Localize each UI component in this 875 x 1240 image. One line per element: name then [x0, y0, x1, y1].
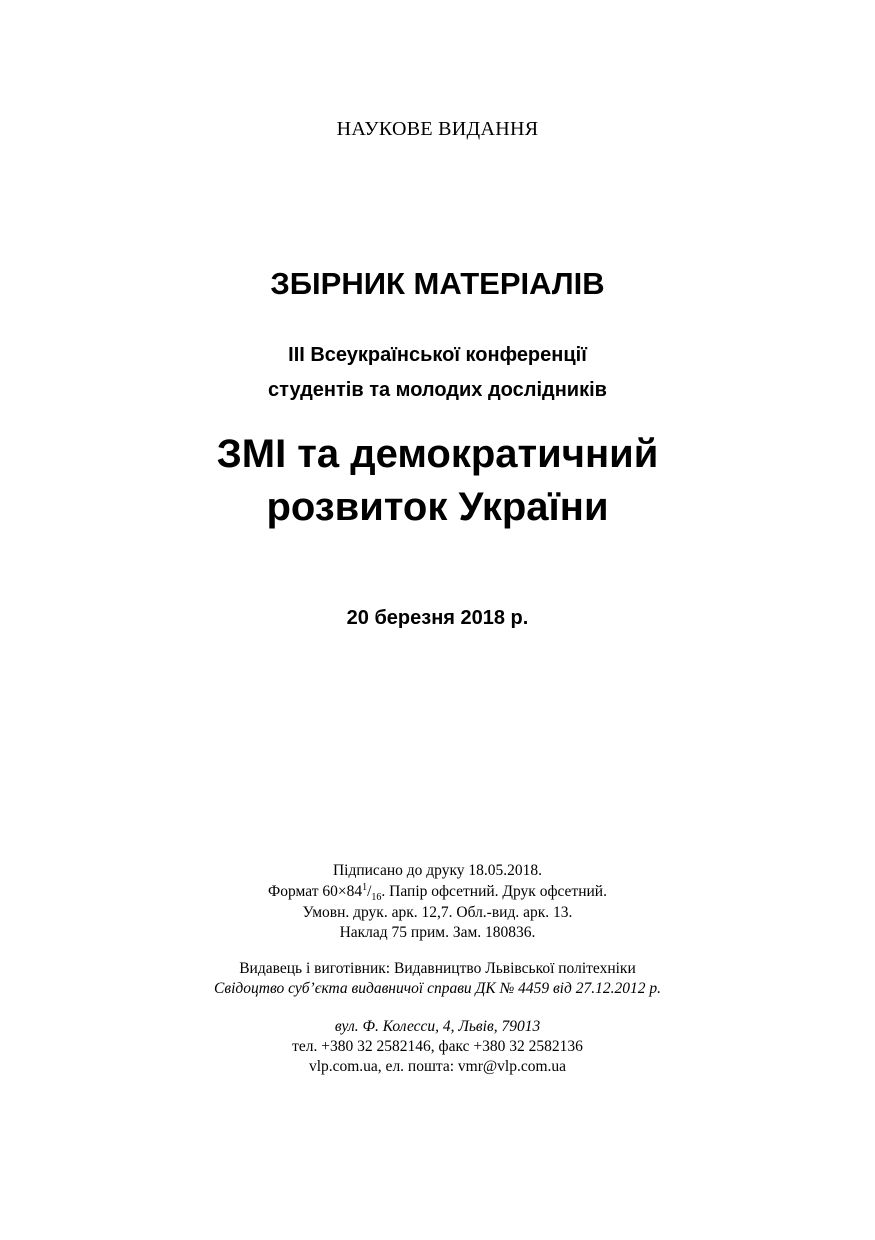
format-subscript: 16	[371, 892, 382, 904]
publisher-certificate: Свідоцтво суб’єкта видавничої справи ДК № 4459 від 27.12.2012 р.	[214, 980, 661, 997]
publisher-web: vlp.com.ua, ел. пошта: vmr@vlp.com.ua	[308, 1058, 567, 1075]
format-separator: /	[367, 883, 372, 900]
publication-type: НАУКОВЕ ВИДАННЯ	[336, 118, 539, 140]
printed-sheets: Умовн. друк. арк. 12,7. Обл.-вид. арк. 13.	[302, 904, 573, 921]
format-line	[0, 881, 875, 904]
format-superscript: 1	[362, 881, 368, 893]
conference-line-2: студентів та молодих дослідників	[268, 379, 607, 401]
main-title-line-1: ЗМІ та демократичний	[216, 432, 659, 476]
print-run: Наклад 75 прим. Зам. 180836.	[339, 924, 536, 941]
publisher-address: вул. Ф. Колесси, 4, Львів, 79013	[334, 1018, 541, 1035]
format-suffix: . Папір офсетний. Друк офсетний.	[381, 883, 607, 900]
publisher-phones: тел. +380 32 2582146, факс +380 32 2582136	[292, 1038, 583, 1055]
collection-heading: ЗБІРНИК МАТЕРІАЛІВ	[270, 266, 605, 301]
publisher-line: Видавець і виготівник: Видавництво Львівської політехніки	[239, 960, 636, 977]
conference-date: 20 березня 2018 р.	[346, 607, 529, 629]
main-title-line-2: розвиток України	[266, 485, 609, 529]
conference-line-1: ІІІ Всеукраїнської конференції	[288, 344, 587, 366]
format-prefix: Формат 60×84	[268, 883, 363, 900]
signed-for-print: Підписано до друку 18.05.2018.	[332, 862, 543, 879]
